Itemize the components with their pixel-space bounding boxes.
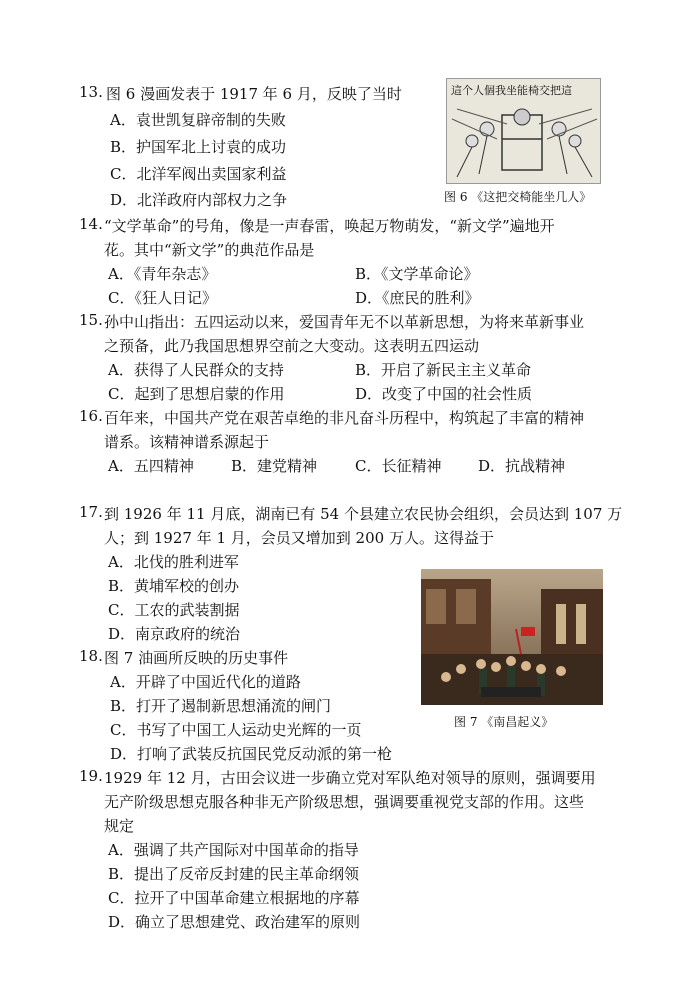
option-d: D．《庶民的胜利》 — [355, 289, 480, 307]
option-a: A．《青年杂志》 — [108, 265, 217, 283]
option-a: A．袁世凯复辟帝制的失败 — [110, 111, 286, 129]
question-stem: 谱系。该精神谱系源起于 — [104, 433, 270, 451]
option-b: B．开启了新民主主义革命 — [355, 361, 532, 379]
question-stem: 孙中山指出：五四运动以来，爱国青年无不以革新思想，为将来革新事业 — [104, 313, 585, 331]
option-c: C．长征精神 — [355, 457, 442, 475]
question-stem: “文学革命”的号角，像是一声春雷，唤起万物萌发，“新文学”遍地开 — [104, 217, 555, 235]
option-d: D．打响了武装反抗国民党反动派的第一枪 — [110, 745, 393, 763]
question-stem: 规定 — [104, 817, 135, 835]
option-b: B．护国军北上讨袁的成功 — [110, 138, 287, 156]
figure-6-caption: 图 6 《这把交椅能坐几人》 — [444, 190, 592, 204]
option-c: C．北洋军阀出卖国家利益 — [110, 165, 287, 183]
option-a: A．获得了人民群众的支持 — [108, 361, 284, 379]
option-b: B．《文学革命论》 — [355, 265, 479, 283]
question-number: 18. — [79, 647, 103, 665]
question-stem: 到 1926 年 11 月底，湖南已有 54 个县建立农民协会组织，会员达到 107 万 — [104, 505, 623, 523]
option-d: D．抗战精神 — [478, 457, 566, 475]
painting-image — [421, 569, 603, 705]
question-number: 19. — [79, 767, 103, 785]
question-number: 17. — [79, 503, 103, 521]
option-c: C．书写了中国工人运动史光辉的一页 — [110, 721, 362, 739]
question-number: 16. — [79, 407, 103, 425]
question-stem: 之预备，此乃我国思想界空前之大变动。这表明五四运动 — [104, 337, 480, 355]
option-b: B．黄埔军校的创办 — [108, 577, 240, 595]
figure-7-caption: 图 7 《南昌起义》 — [454, 715, 554, 729]
question-number: 13. — [79, 83, 103, 101]
question-number: 14. — [79, 215, 103, 233]
option-d: D．改变了中国的社会性质 — [355, 385, 533, 403]
option-d: D．南京政府的统治 — [108, 625, 241, 643]
option-c: C．工农的武装割据 — [108, 601, 240, 619]
option-c: C．起到了思想启蒙的作用 — [108, 385, 285, 403]
question-stem: 无产阶级思想克服各种非无产阶级思想，强调要重视党支部的作用。这些 — [104, 793, 585, 811]
option-d: D．确立了思想建党、政治建军的原则 — [108, 913, 361, 931]
option-a: A．开辟了中国近代化的道路 — [110, 673, 301, 691]
option-c: C．《狂人日记》 — [108, 289, 217, 307]
cartoon-figure-6 — [446, 78, 601, 184]
cartoon-drawing — [447, 79, 600, 183]
question-stem: 百年来，中国共产党在艰苦卓绝的非凡奋斗历程中，构筑起了丰富的精神 — [104, 409, 585, 427]
question-stem: 图 7 油画所反映的历史事件 — [104, 649, 289, 667]
question-stem: 花。其中“新文学”的典范作品是 — [104, 241, 315, 259]
question-stem: 人；到 1927 年 1 月，会员又增加到 200 万人。这得益于 — [104, 529, 494, 547]
painting-figure-7 — [421, 569, 603, 705]
option-a: A．北伐的胜利进军 — [108, 553, 239, 571]
option-a: A．五四精神 — [108, 457, 194, 475]
question-number: 15. — [79, 311, 103, 329]
option-b: B．提出了反帝反封建的民主革命纲领 — [108, 865, 360, 883]
option-a: A．强调了共产国际对中国革命的指导 — [108, 841, 359, 859]
option-d: D．北洋政府内部权力之争 — [110, 191, 288, 209]
option-b: B．打开了遏制新思想涌流的闸门 — [110, 697, 332, 715]
option-b: B．建党精神 — [231, 457, 318, 475]
question-stem: 1929 年 12 月，古田会议进一步确立党对军队绝对领导的原则，强调要用 — [104, 769, 596, 787]
option-c: C．拉开了中国革命建立根据地的序幕 — [108, 889, 360, 907]
question-stem: 图 6 漫画发表于 1917 年 6 月，反映了当时 — [106, 85, 402, 103]
cartoon-title-text: 這个人個我坐能椅交把這 — [451, 84, 572, 97]
